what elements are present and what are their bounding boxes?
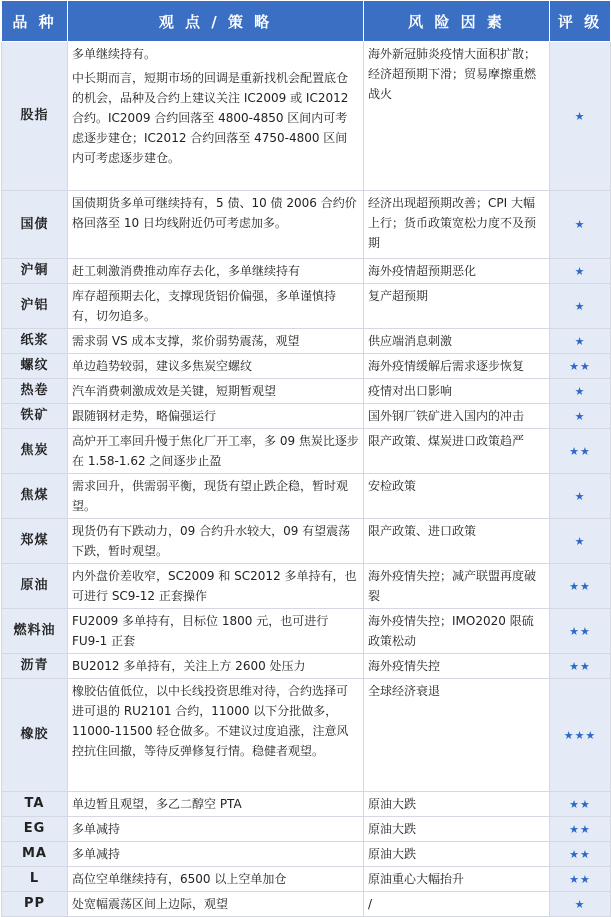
table-row <box>2 429 611 474</box>
strategy-cell <box>68 259 364 284</box>
table-row <box>2 191 611 259</box>
star-icon: ★ <box>574 384 586 398</box>
strategy-cell <box>68 379 364 404</box>
table-body <box>2 42 611 917</box>
risk-cell: 海外疫情超预期恶化 <box>364 259 550 284</box>
strategy-text: 跟随钢材走势，略偏强运行 <box>72 409 217 423</box>
product-name: 沪铝 <box>2 284 68 329</box>
star-icon: ★★★ <box>563 728 597 742</box>
strategy-text: 赶工刺激消费推动库存去化，多单继续持有 <box>72 264 301 278</box>
risk-cell: 海外疫情失控；减产联盟再度破裂 <box>364 564 550 609</box>
risk-cell: 经济出现超预期改善；CPI 大幅上行；货币政策宽松力度不及预期 <box>364 191 550 259</box>
table-row <box>2 892 611 917</box>
rating-cell <box>550 654 611 679</box>
product-name: 焦煤 <box>2 474 68 519</box>
strategy-text: 多单继续持有。 <box>72 47 157 61</box>
risk-cell: 复产超预期 <box>364 284 550 329</box>
risk-cell: 原油大跌 <box>364 792 550 817</box>
strategy-cell <box>68 867 364 892</box>
star-icon: ★ <box>574 534 586 548</box>
strategy-cell <box>68 284 364 329</box>
star-icon: ★★ <box>569 847 591 861</box>
rating-cell <box>550 259 611 284</box>
product-name: MA <box>2 842 68 867</box>
risk-cell: 原油大跌 <box>364 842 550 867</box>
risk-cell: 原油大跌 <box>364 817 550 842</box>
risk-cell: 安检政策 <box>364 474 550 519</box>
risk-cell: 全球经济衰退 <box>364 679 550 792</box>
table-row <box>2 679 611 792</box>
risk-cell: 海外新冠肺炎疫情大面积扩散；经济超预期下滑；贸易摩擦重燃战火 <box>364 42 550 191</box>
product-name: 纸浆 <box>2 329 68 354</box>
product-name: 焦炭 <box>2 429 68 474</box>
rating-cell <box>550 379 611 404</box>
risk-cell: 限产政策、进口政策 <box>364 519 550 564</box>
table-row <box>2 404 611 429</box>
product-name: 郑煤 <box>2 519 68 564</box>
rating-cell <box>550 867 611 892</box>
risk-cell: 海外疫情失控 <box>364 654 550 679</box>
rating-cell <box>550 284 611 329</box>
rating-cell <box>550 42 611 191</box>
header-row <box>2 1 611 42</box>
strategy-cell <box>68 519 364 564</box>
table-row <box>2 519 611 564</box>
product-name: PP <box>2 892 68 917</box>
table-row <box>2 817 611 842</box>
header-risk: 风 险 因 素 <box>364 1 550 42</box>
strategy-cell <box>68 792 364 817</box>
strategy-cell <box>68 842 364 867</box>
strategy-cell <box>68 474 364 519</box>
header-product: 品 种 <box>2 1 68 42</box>
strategy-text: 单边暂且观望，多乙二醇空 PTA <box>72 797 242 811</box>
rating-cell <box>550 329 611 354</box>
rating-cell <box>550 679 611 792</box>
strategy-text: 橡胶估值低位，以中长线投资思维对待，合约选择可进可退的 RU2101 合约，11000 以下分批做多，11000-11500 轻仓做多。不建议过度追涨，注意风控抗住回撤，等待反弹修复行情。稳健者观望。 <box>72 684 349 758</box>
strategy-cell <box>68 892 364 917</box>
rating-cell <box>550 474 611 519</box>
star-icon: ★ <box>574 489 586 503</box>
rating-cell <box>550 609 611 654</box>
strategy-cell <box>68 817 364 842</box>
header-strategy: 观 点 / 策 略 <box>68 1 364 42</box>
rating-cell <box>550 429 611 474</box>
table-row <box>2 792 611 817</box>
strategy-cell <box>68 404 364 429</box>
star-icon: ★★ <box>569 444 591 458</box>
rating-cell <box>550 404 611 429</box>
strategy-cell <box>68 191 364 259</box>
strategy-cell <box>68 679 364 792</box>
star-icon: ★★ <box>569 822 591 836</box>
product-name: 国债 <box>2 191 68 259</box>
star-icon: ★ <box>574 409 586 423</box>
rating-cell <box>550 191 611 259</box>
strategy-text: 中长期而言，短期市场的回调是重新找机会配置底仓的机会，品种及合约上建议关注 IC2009 或 IC2012 合约。IC2009 合约回落至 4800-4850 区间内可考虑逐步建仓；IC2012 合约回落至 4750-4800 区间内可考虑逐步建仓。 <box>72 71 349 165</box>
strategy-text: 库存超预期去化，支撑现货铝价偏强，多单谨慎持有，切勿追多。 <box>72 289 337 323</box>
product-name: 铁矿 <box>2 404 68 429</box>
star-icon: ★ <box>574 299 586 313</box>
table-row <box>2 379 611 404</box>
strategy-text: 内外盘价差收窄，SC2009 和 SC2012 多单持有，也可进行 SC9-12 正套操作 <box>72 569 357 603</box>
product-name: 沥青 <box>2 654 68 679</box>
risk-cell: / <box>364 892 550 917</box>
strategy-cell <box>68 42 364 191</box>
strategy-text: 处宽幅震荡区间上边际，观望 <box>72 897 229 911</box>
strategy-text: BU2012 多单持有，关注上方 2600 处压力 <box>72 659 306 673</box>
risk-cell: 供应端消息刺激 <box>364 329 550 354</box>
rating-cell <box>550 892 611 917</box>
strategy-cell <box>68 329 364 354</box>
table-header <box>2 1 611 42</box>
product-name: EG <box>2 817 68 842</box>
product-name: 沪铜 <box>2 259 68 284</box>
star-icon: ★ <box>574 218 586 231</box>
rating-cell <box>550 354 611 379</box>
star-icon: ★ <box>574 264 586 278</box>
table-row <box>2 842 611 867</box>
table-row <box>2 564 611 609</box>
risk-cell: 海外疫情失控；IMO2020 限硫政策松动 <box>364 609 550 654</box>
product-name: 橡胶 <box>2 679 68 792</box>
product-name: 原油 <box>2 564 68 609</box>
strategy-text: 现货仍有下跌动力，09 合约升水较大，09 有望震荡下跌，暂时观望。 <box>72 524 351 558</box>
strategy-text: 需求弱 VS 成本支撑，浆价弱势震荡，观望 <box>72 334 300 348</box>
header-rating: 评 级 <box>550 1 611 42</box>
strategy-text: 国债期货多单可继续持有，5 债、10 债 2006 合约价格回落至 10 日均线附近仍可考虑加多。 <box>72 196 357 230</box>
rating-cell <box>550 564 611 609</box>
star-icon: ★★ <box>569 872 591 886</box>
strategy-text: 汽车消费刺激成效是关键，短期暂观望 <box>72 384 277 398</box>
strategy-text: 高位空单继续持有，6500 以上空单加仓 <box>72 872 287 886</box>
strategy-text: 单边趋势较弱，建议多焦炭空螺纹 <box>72 359 253 373</box>
strategy-text: 多单减持 <box>72 847 121 861</box>
strategy-text: 需求回升，供需弱平衡，现货有望止跌企稳，暂时观望。 <box>72 479 349 513</box>
risk-cell: 原油重心大幅抬升 <box>364 867 550 892</box>
table-row <box>2 329 611 354</box>
star-icon: ★★ <box>569 624 591 638</box>
product-name: TA <box>2 792 68 817</box>
table-row <box>2 609 611 654</box>
risk-cell: 海外疫情缓解后需求逐步恢复 <box>364 354 550 379</box>
strategy-text: 多单减持 <box>72 822 121 836</box>
risk-cell: 疫情对出口影响 <box>364 379 550 404</box>
table-row <box>2 42 611 191</box>
strategy-cell <box>68 654 364 679</box>
risk-cell: 限产政策、煤炭进口政策趋严 <box>364 429 550 474</box>
table-row <box>2 284 611 329</box>
risk-cell: 国外钢厂铁矿进入国内的冲击 <box>364 404 550 429</box>
product-name: 燃料油 <box>2 609 68 654</box>
product-name: 热卷 <box>2 379 68 404</box>
product-name: L <box>2 867 68 892</box>
star-icon: ★★ <box>569 359 591 373</box>
star-icon: ★ <box>574 897 586 911</box>
product-name: 螺纹 <box>2 354 68 379</box>
star-icon: ★★ <box>569 579 591 593</box>
strategy-text: FU2009 多单持有，目标位 1800 元，也可进行 FU9-1 正套 <box>72 614 329 648</box>
star-icon: ★★ <box>569 659 591 673</box>
table-row <box>2 654 611 679</box>
product-name: 股指 <box>2 42 68 191</box>
strategy-cell <box>68 609 364 654</box>
strategy-cell <box>68 564 364 609</box>
star-icon: ★★ <box>569 797 591 811</box>
rating-cell <box>550 817 611 842</box>
strategy-cell <box>68 354 364 379</box>
strategy-text: 高炉开工率回升慢于焦化厂开工率，多 09 焦炭比逐步在 1.58-1.62 之间逐步止盈 <box>72 434 359 468</box>
table-row <box>2 474 611 519</box>
table-row <box>2 259 611 284</box>
rating-cell <box>550 842 611 867</box>
table-row <box>2 867 611 892</box>
strategy-table <box>1 0 611 917</box>
rating-cell <box>550 792 611 817</box>
table-row <box>2 354 611 379</box>
star-icon: ★ <box>574 334 586 348</box>
rating-cell <box>550 519 611 564</box>
star-icon: ★ <box>574 109 586 123</box>
strategy-cell <box>68 429 364 474</box>
